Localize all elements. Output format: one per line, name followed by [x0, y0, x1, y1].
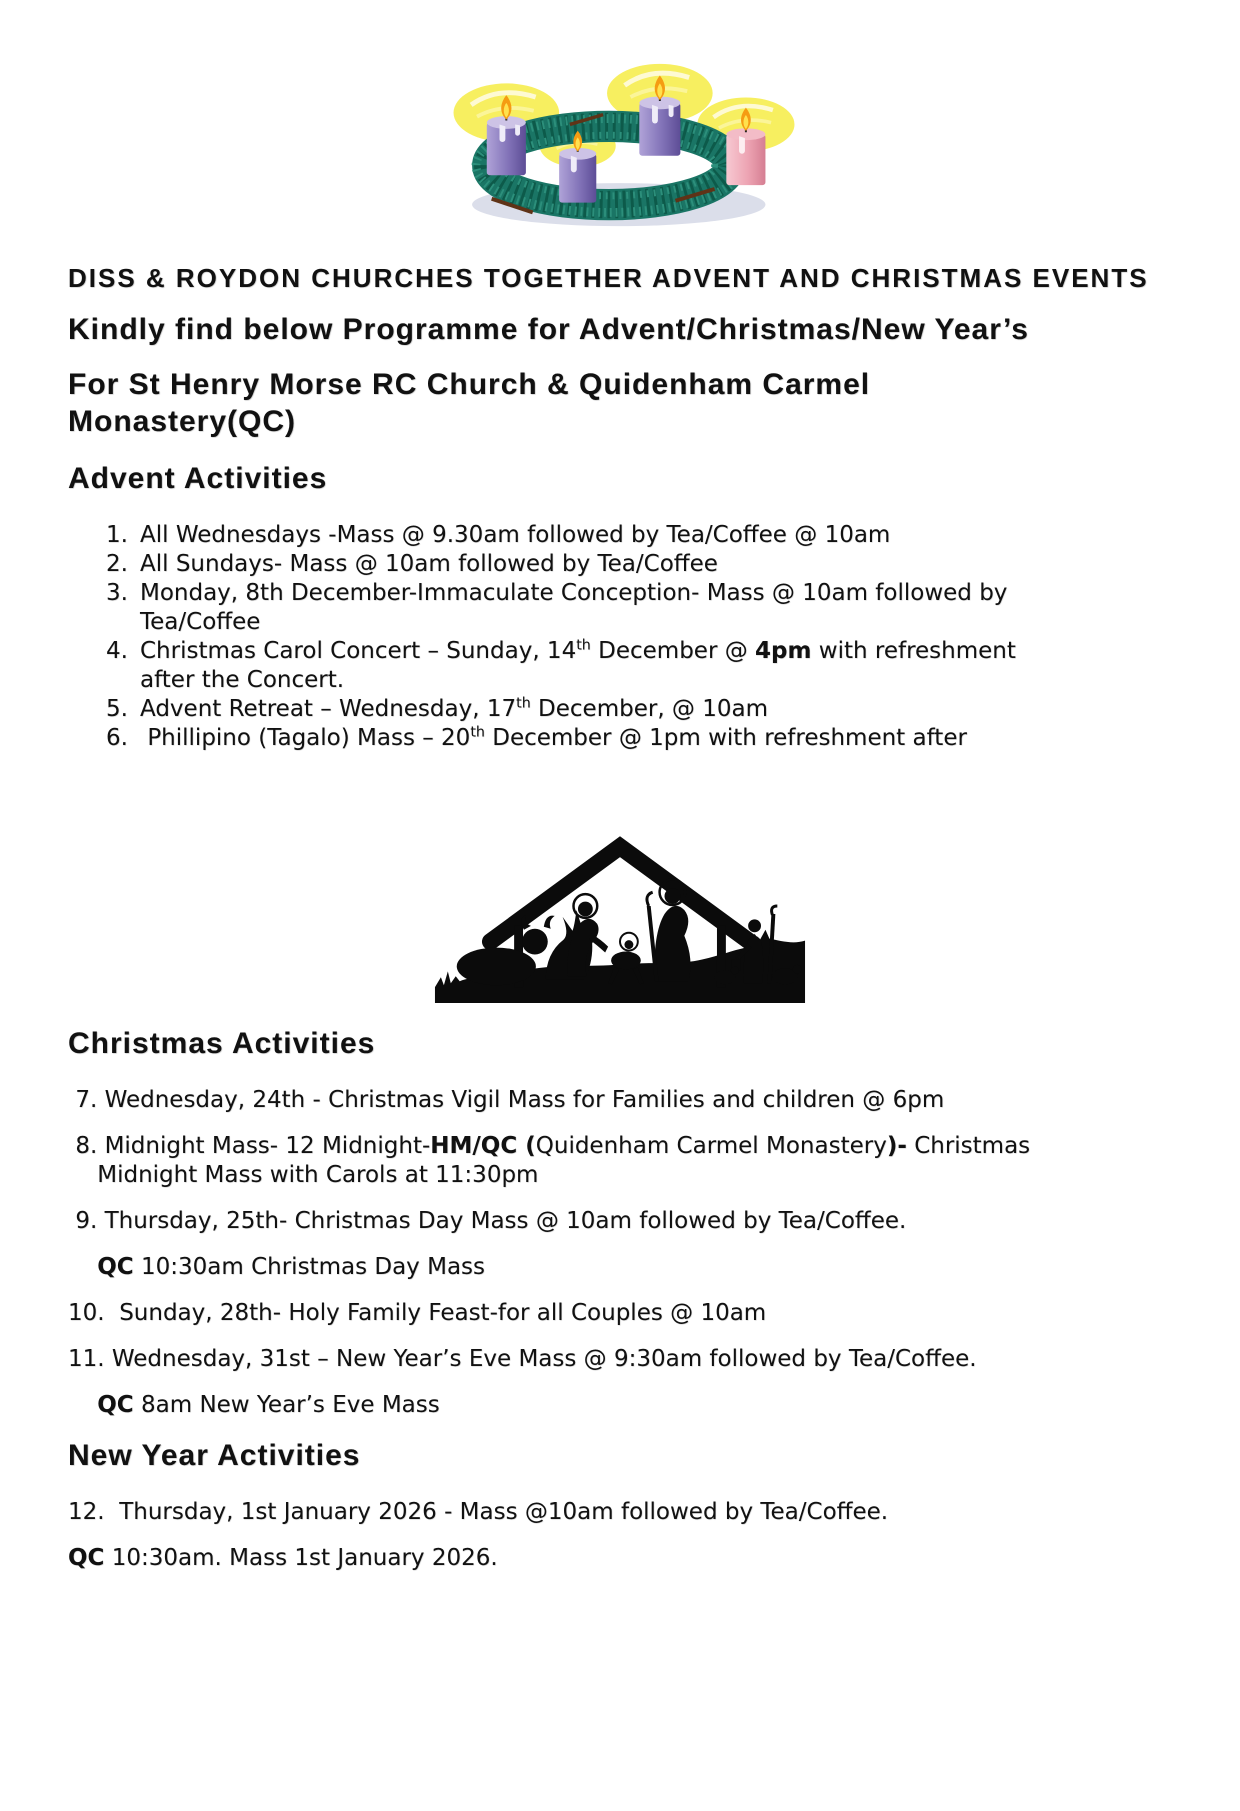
paragraph: [68, 1132, 1172, 1190]
document-content: [0, 56, 1240, 1573]
item-number: 1.: [106, 522, 128, 548]
item-text: [68, 1499, 888, 1525]
text-segment: Christmas Carol Concert – Sunday, 14: [140, 638, 577, 664]
item-text: [140, 550, 718, 579]
text-segment: December @ 1pm with refreshment after: [484, 725, 967, 751]
item-text: [68, 1392, 440, 1418]
item-text: [68, 1087, 944, 1113]
text-segment: 8am New Year’s Eve Mass: [133, 1392, 440, 1418]
text-segment: 10:30am. Mass 1st January 2026.: [104, 1545, 498, 1571]
advent-wreath-image: [420, 56, 798, 232]
text-segment: 9. Thursday, 25th- Christmas Day Mass @ 10am followed by Tea/Coffee.: [68, 1208, 907, 1234]
joseph-silhouette: [647, 879, 691, 981]
paragraph: [68, 1086, 1172, 1115]
item-text: [68, 1346, 977, 1372]
nativity-image: [433, 815, 807, 1003]
paragraph: [68, 1544, 1172, 1573]
text-segment: HM/QC (: [430, 1133, 536, 1159]
text-segment: [68, 1254, 97, 1280]
text-segment: th: [470, 724, 485, 741]
advent-activities-list: [68, 521, 1172, 753]
paragraph: [68, 1498, 1172, 1527]
text-segment: December @: [590, 638, 756, 664]
advent-wreath-icon: [420, 56, 798, 232]
christmas-activities-list: [68, 1086, 1172, 1420]
text-segment: 8. Midnight Mass- 12 Midnight-: [68, 1133, 431, 1159]
text-segment: 12. Thursday, 1st January 2026 - Mass @10am followed by Tea/Coffee.: [68, 1499, 889, 1525]
paragraph: [68, 1207, 1172, 1236]
advent-activities-heading: Advent Activities: [68, 462, 328, 495]
text-segment: Midnight Mass with Carols at 11:30pm: [68, 1162, 539, 1188]
text-segment: after the Concert.: [140, 667, 345, 693]
item-text: [68, 1300, 766, 1326]
church-for-line-1: For St Henry Morse RC Church & Quidenham Carmel: [68, 368, 871, 401]
church-for-line-2: Monastery(QC): [68, 405, 297, 438]
list-item: [68, 695, 1172, 724]
text-segment: 7. Wednesday, 24th - Christmas Vigil Mass for Families and children @ 6pm: [68, 1087, 945, 1113]
item-text: [68, 1133, 1030, 1188]
text-segment: th: [516, 695, 531, 712]
church-for-line: [68, 366, 1172, 440]
paragraph: [68, 1299, 1172, 1328]
text-segment: 4pm: [755, 638, 812, 664]
document-title: DISS & ROYDON CHURCHES TOGETHER ADVENT AND CHRISTMAS EVENTS: [68, 263, 1149, 293]
list-item: [68, 724, 1172, 753]
text-segment: with refreshment: [811, 638, 1016, 664]
list-item: [68, 521, 1172, 550]
text-segment: 10:30am Christmas Day Mass: [133, 1254, 485, 1280]
document-page: [0, 56, 1240, 1811]
text-segment: Quidenham Carmel Monastery: [535, 1133, 887, 1159]
list-item: [68, 579, 1172, 637]
text-segment: )-: [886, 1133, 907, 1159]
text-segment: 10. Sunday, 28th- Holy Family Feast-for all Couples @ 10am: [68, 1300, 767, 1326]
christmas-activities-heading: Christmas Activities: [68, 1027, 376, 1060]
text-segment: Tea/Coffee: [140, 609, 261, 635]
paragraph: [68, 1391, 1172, 1420]
paragraph: [68, 1253, 1172, 1282]
text-segment: Phillipino (Tagalo) Mass – 20: [140, 725, 471, 751]
text-segment: Monday, 8th December-Immaculate Conception- Mass @ 10am followed by: [140, 580, 1008, 606]
item-number: 4.: [106, 638, 128, 664]
text-segment: [68, 1392, 97, 1418]
stable-roof: [490, 847, 749, 942]
nativity-silhouette-icon: [433, 815, 807, 1003]
item-text: [68, 1545, 498, 1571]
item-text: [140, 724, 967, 753]
item-number: 3.: [106, 580, 128, 606]
text-segment: th: [576, 637, 591, 654]
item-number: 6.: [106, 725, 128, 751]
item-text: [140, 521, 890, 550]
new-year-activities-list: [68, 1498, 1172, 1573]
paragraph: [68, 1345, 1172, 1374]
text-segment: 11. Wednesday, 31st – New Year’s Eve Mass @ 9:30am followed by Tea/Coffee.: [68, 1346, 977, 1372]
list-item: [68, 637, 1172, 695]
text-segment: QC: [68, 1545, 105, 1571]
item-text: [140, 579, 1007, 637]
programme-subtitle: Kindly find below Programme for Advent/Christmas/New Year’s: [68, 313, 1029, 346]
text-segment: Christmas: [906, 1133, 1031, 1159]
item-text: [68, 1254, 485, 1280]
text-segment: December, @ 10am: [530, 696, 769, 722]
item-number: 5.: [106, 696, 128, 722]
text-segment: All Wednesdays -Mass @ 9.30am followed by Tea/Coffee @ 10am: [140, 522, 891, 548]
text-segment: QC: [97, 1254, 134, 1280]
new-year-activities-heading: New Year Activities: [68, 1439, 361, 1472]
list-item: [68, 550, 1172, 579]
text-segment: Advent Retreat – Wednesday, 17: [140, 696, 517, 722]
text-segment: All Sundays- Mass @ 10am followed by Tea/Coffee: [140, 551, 718, 577]
item-text: [140, 695, 768, 724]
item-text: [140, 637, 1016, 695]
item-text: [68, 1208, 906, 1234]
item-number: 2.: [106, 551, 128, 577]
text-segment: QC: [97, 1392, 134, 1418]
